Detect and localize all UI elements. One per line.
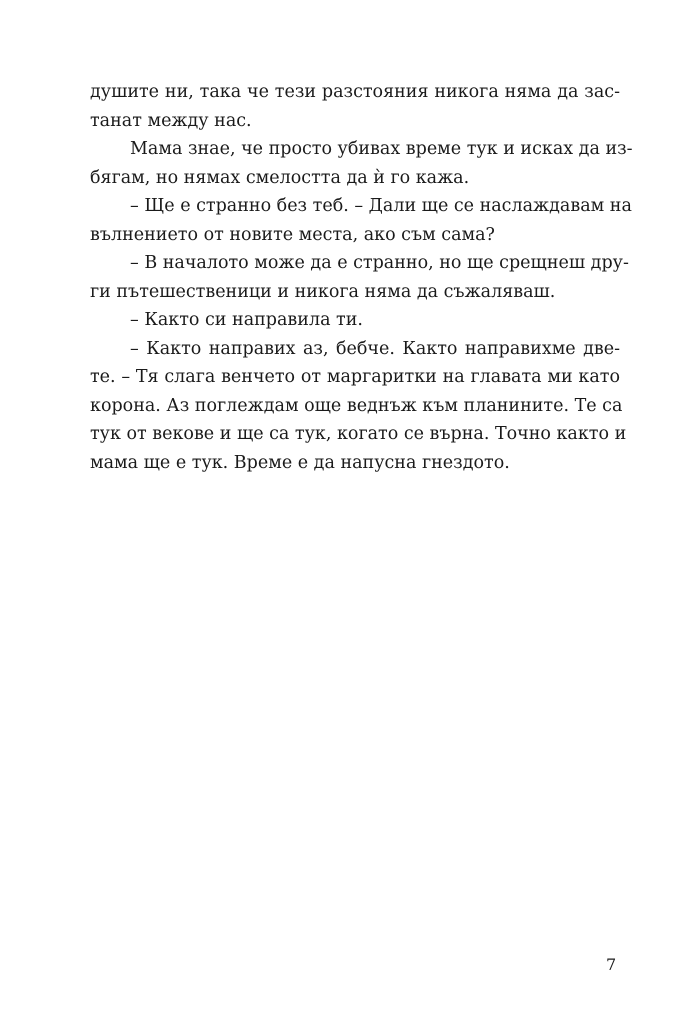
text-line: те. – Тя слага венчето от маргаритки на главата ми като [90,367,620,387]
text-line: душите ни, така че тези разстояния никога няма да зас- [90,82,620,102]
text-line: ги пътешественици и никога няма да съжаляваш. [90,281,556,302]
text-line: – Както направих аз, бебче. Както направихме две- [130,338,620,359]
text-line: корона. Аз поглеждам още веднъж към планините. Те са [90,395,623,416]
text-line: – Ще е странно без теб. – Дали ще се наслаждавам на [130,196,632,216]
text-line: мама ще е тук. Време е да напусна гнездото. [90,452,510,473]
body-text [90,78,633,477]
text-line: танат между нас. [90,110,252,131]
page-number: 7 [606,955,617,974]
text-line: Мама знае, че просто убивах време тук и исках да из- [130,139,633,159]
text-line: – В началото може да е странно, но ще срещнеш дру- [130,253,629,273]
text-line: вълнението от новите места, ако съм сама? [90,224,495,245]
text-line: бягам, но нямах смелостта да ѝ го кажа. [90,167,470,188]
text-line: тук от векове и ще са тук, когато се върна. Точно както и [90,424,627,444]
text-line: – Както си направила ти. [130,310,363,330]
